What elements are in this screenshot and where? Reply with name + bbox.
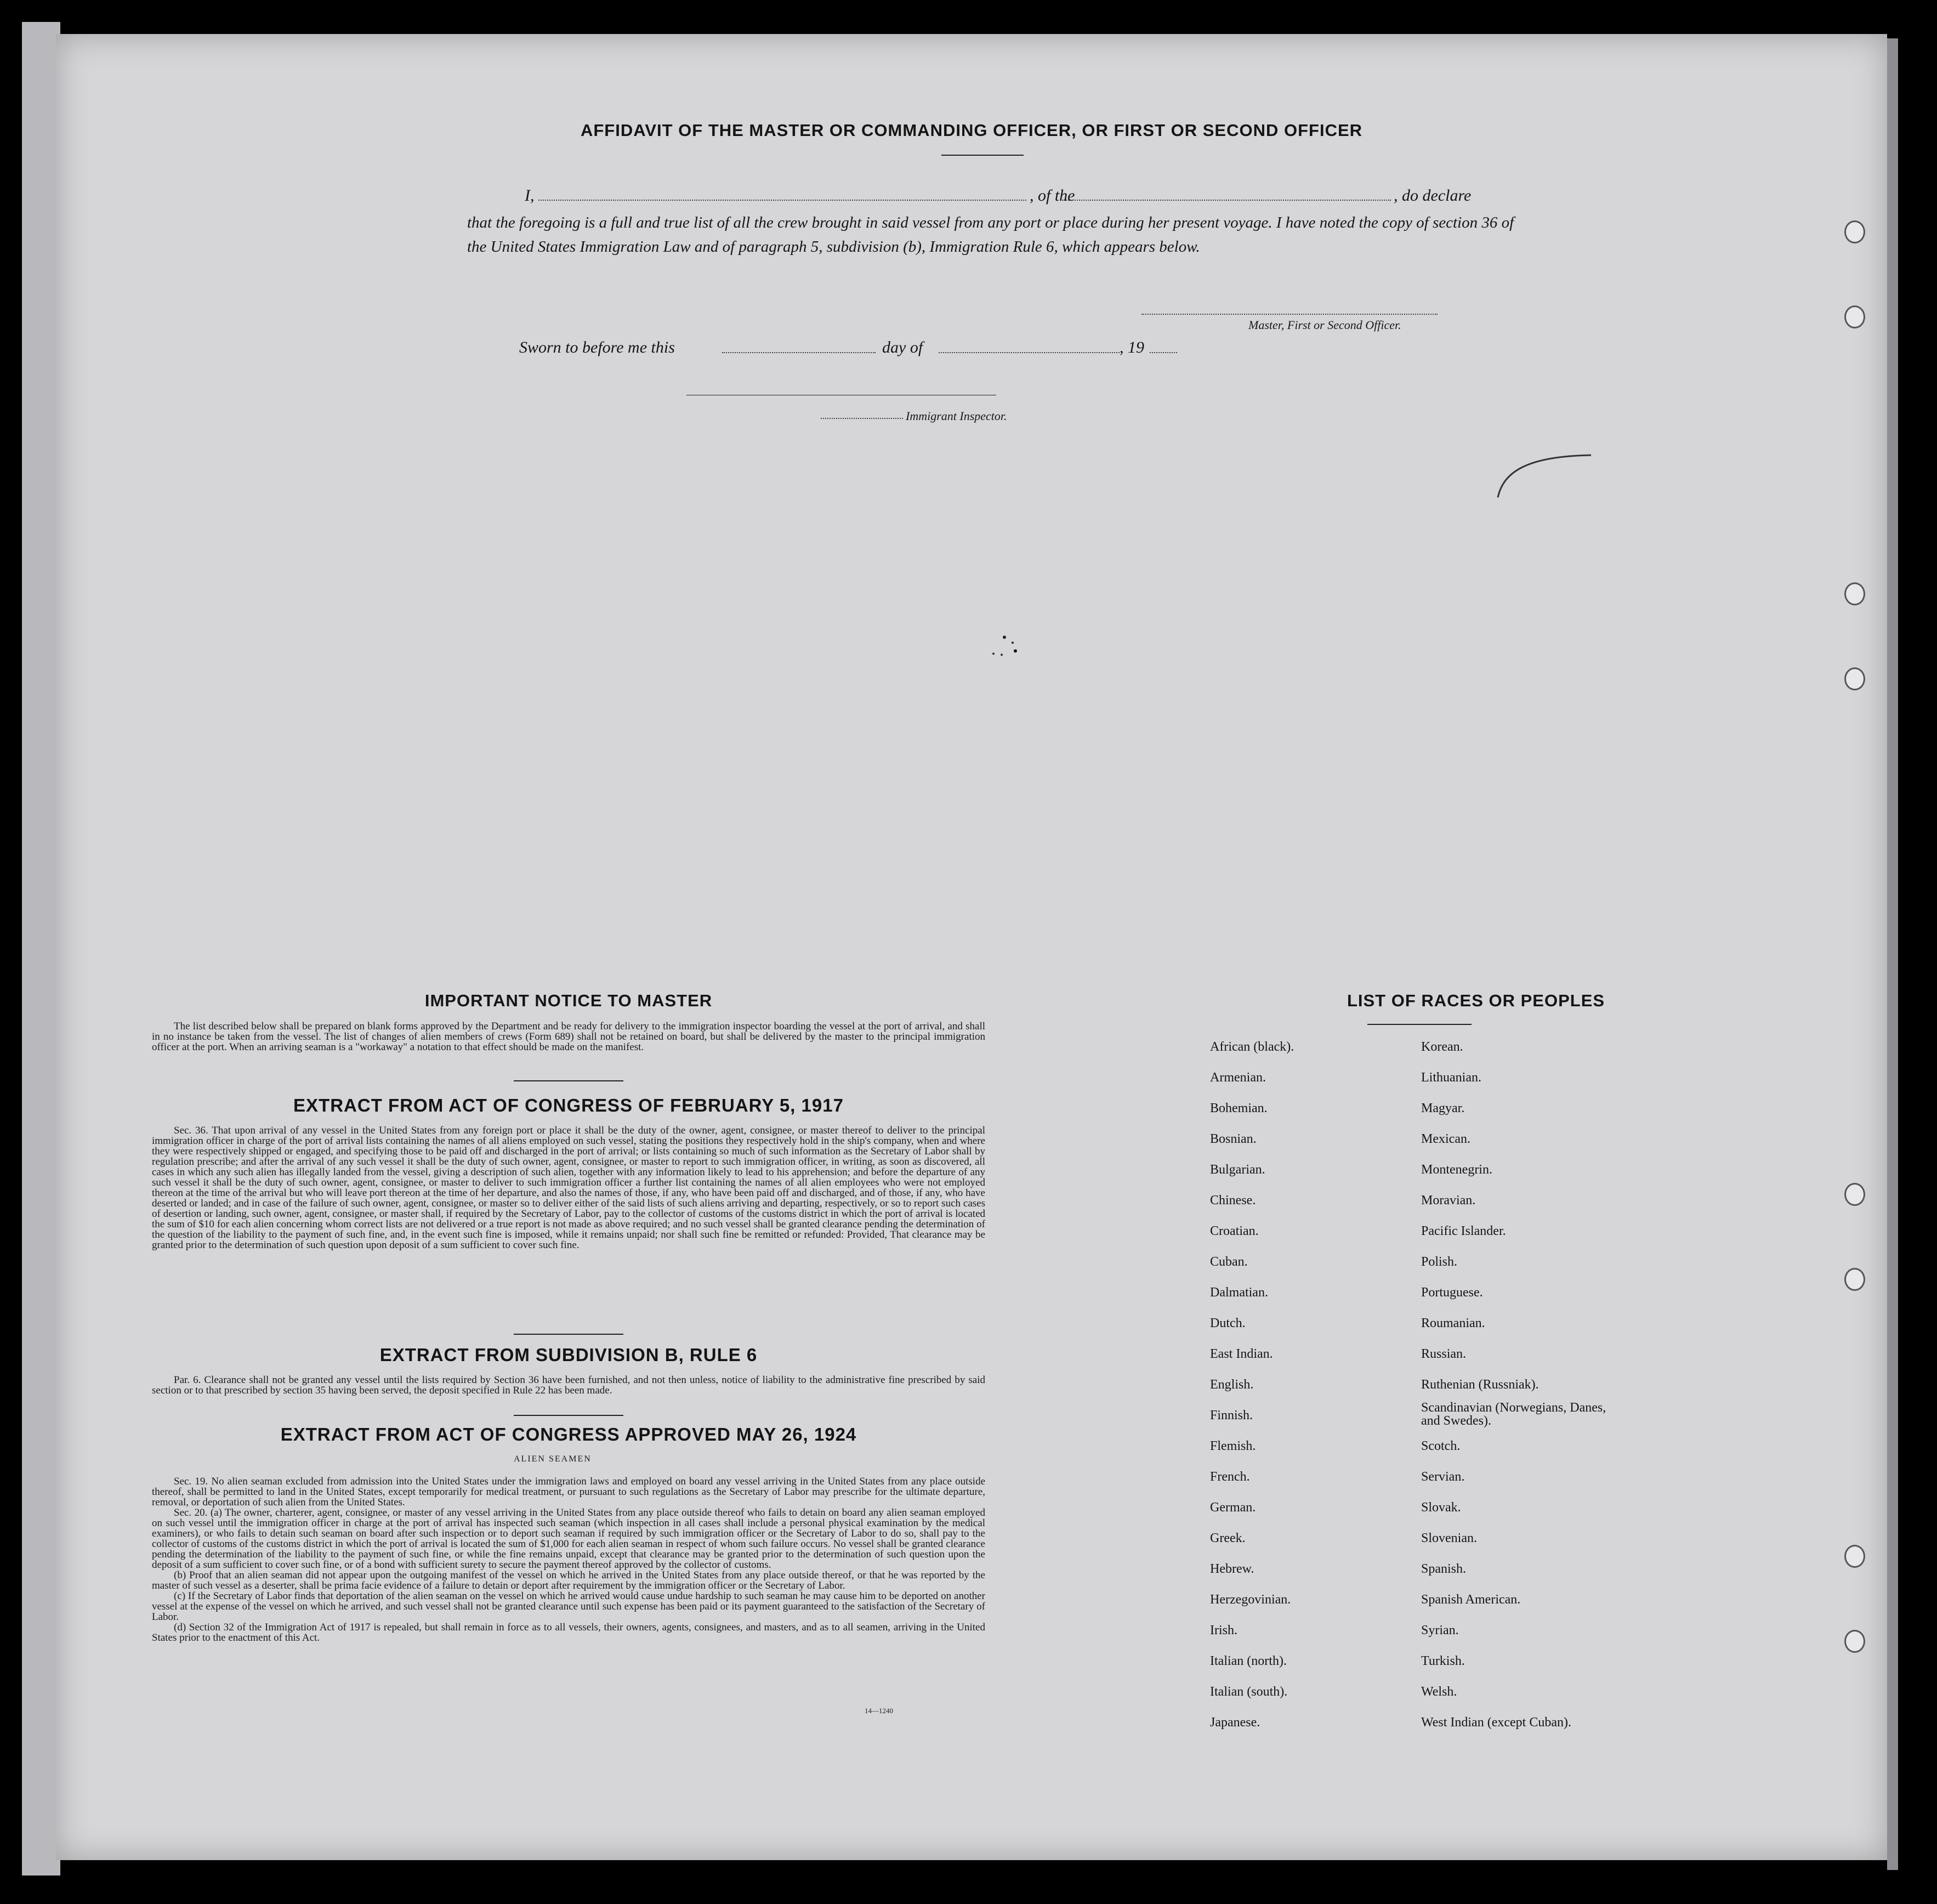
declaration-i: I, xyxy=(525,186,535,205)
race-item: Irish. xyxy=(1210,1623,1237,1637)
race-item: Slovak. xyxy=(1421,1500,1461,1515)
extract-1924-title: EXTRACT FROM ACT OF CONGRESS APPROVED MAY 26, 1924 xyxy=(280,1424,857,1444)
affidavit-paragraph: that the foregoing is a full and true list of all the crew brought in said vessel from any port or place during her present voyage. I have noted the copy of section 36 of the United States Immigration Law and of paragraph 5, subdivision (b), Immigration Rule 6, which appears below. xyxy=(467,214,1514,256)
race-item: Welsh. xyxy=(1421,1685,1457,1699)
sec20a-paragraph: Sec. 20. (a) The owner, charterer, agent, consignee, or master of any vessel arriving in the United States from any place outside thereof who fails to detain on board any alien seaman employed on such vessel until the immigration officer in charge at the port of arrival has inspected such seaman (which inspection in all cases shall include a personal physical examination by the medical examiners), or who fails to detain such seaman on board after such inspection or to deport such seaman if required by such immigration officer or the Secretary of Labor to do so, shall pay to the collector of customs of the customs district in which the port of arrival is located the sum of $1,000 for each alien seaman in respect of whom such failure occurs. No vessel shall be granted clearance pending the determination of the liability to the payment of such fine, or while the fine remains unpaid, except that clearance may be granted prior to the determination of such question upon the deposit of a sum sufficient to cover such fine, or of a bond with sufficient surety to secure the payment thereof approved by the collector of customs. xyxy=(152,1507,985,1571)
race-item: Roumanian. xyxy=(1421,1316,1485,1330)
race-item: Korean. xyxy=(1421,1040,1463,1054)
race-item: French. xyxy=(1210,1470,1250,1484)
race-item: Greek. xyxy=(1210,1531,1246,1545)
race-item: Hebrew. xyxy=(1210,1562,1254,1576)
sec20c-paragraph: (c) If the Secretary of Labor finds that deportation of the alien seaman on the vessel on which he arrived would cause undue hardship to such seaman he may cause him to be deported on another vessel at the expense of the vessel on which he arrived, and such vessel shall not be granted clearance until such expense has been paid or its payment guaranteed to the satisfaction of the Secretary of Labor. xyxy=(152,1590,985,1623)
race-item: Servian. xyxy=(1421,1470,1465,1484)
sec36-paragraph: Sec. 36. That upon arrival of any vessel in the United States from any foreign port or place it shall be the duty of the owner, agent, consignee, or master thereof to deliver to the principal immigration officer in charge of the port of arrival lists containing the names of all aliens employed on such vessel, stating the positions they respectively hold in the ship's company, when and where they were respectively shipped or engaged, and specifying those to be paid off and discharged in the port of arrival; or lists containing so much of such information as the Secretary of Labor shall by regulation prescribe; and after the arrival of any such vessel it shall be the duty of such owner, agent, consignee, or master to report to such immigration officer, in writing, as soon as discovered, all cases in which any such alien has illegally landed from the vessel, giving a description of such alien, together with any information likely to lead to his apprehension; and before the departure of any such vessel it shall be the duty of such owner, agent, consignee, or master to deliver to such immigration officer a further list containing the names of all alien employees who were not employed thereon at the time of the arrival but who will leave port thereon at the time of her departure, and also the names of those, if any, who have been paid off and discharged, and of those, if any, who have deserted or landed; and in case of the failure of such owner, agent, consignee, or master so to deliver either of the said lists of such aliens arriving and departing, respectively, or so to report such cases of desertion or landing, such owner, agent, consignee, or master shall, if required by the Secretary of Labor, pay to the collector of customs of the customs district in which the port of arrival is located the sum of $10 for each alien concerning whom correct lists are not delivered or a true report is not made as above required; and no such vessel shall be granted clearance pending the determination of the question of the liability to the payment of such fine, and, in the event such fine is imposed, while it remains unpaid; nor shall such fine be remitted or refunded: Provided, That clearance may be granted prior to the determination of such question upon deposit of a sum sufficient to cover such fine. xyxy=(152,1125,985,1251)
race-item: Montenegrin. xyxy=(1421,1163,1492,1177)
race-item: Herzegovinian. xyxy=(1210,1593,1291,1607)
inspector-dots xyxy=(821,418,903,419)
race-item: Lithuanian. xyxy=(1421,1070,1481,1085)
alien-seamen-subtitle: ALIEN SEAMEN xyxy=(514,1454,592,1464)
rule6-title: EXTRACT FROM SUBDIVISION B, RULE 6 xyxy=(379,1345,758,1365)
form-page xyxy=(56,34,1887,1860)
sec19-paragraph: Sec. 19. No alien seaman excluded from admission into the United States under the immigration laws and employed on board any vessel arriving in the United States from any place outside thereof, shall be permitted to land in the United States, except temporarily for medical treatment, or pursuant to such regulations as the Secretary of Labor may prescribe for the ultimate departure, removal, or deportation of such alien from the United States. xyxy=(152,1476,985,1508)
race-item: Italian (south). xyxy=(1210,1685,1288,1699)
form-number: 14—1240 xyxy=(865,1707,893,1715)
race-item: Finnish. xyxy=(1210,1408,1253,1423)
master-signature-label: Master, First or Second Officer. xyxy=(1248,318,1401,332)
race-item: Dalmatian. xyxy=(1210,1285,1268,1300)
sworn-year: , 19 xyxy=(1120,338,1144,356)
binder-hole xyxy=(1844,1545,1865,1568)
par6-paragraph: Par. 6. Clearance shall not be granted any vessel until the lists required by Section 36 have been furnished, and not then unless, notice of liability to the administrative fine prescribed by said section or to that prescribed by section 35 having been served, the deposit specified in Rule 22 has been made. xyxy=(152,1374,985,1396)
race-item: Italian (north). xyxy=(1210,1654,1287,1668)
rule6-rule xyxy=(514,1415,623,1416)
declaration-of-the: , of the xyxy=(1030,186,1075,205)
race-item: Scotch. xyxy=(1421,1439,1461,1453)
races-left-column xyxy=(1210,1040,1429,1730)
right-page-shadow xyxy=(1887,38,1898,1870)
vessel-blank[interactable] xyxy=(1062,200,1391,201)
race-item: Russian. xyxy=(1421,1347,1467,1361)
affidavit-title: AFFIDAVIT OF THE MASTER OR COMMANDING OFFICER, OR FIRST OR SECOND OFFICER xyxy=(580,121,1363,140)
sworn-day-blank[interactable] xyxy=(722,352,876,353)
races-title: LIST OF RACES OR PEOPLES xyxy=(1347,991,1605,1010)
race-item: Ruthenian (Russniak). xyxy=(1421,1378,1539,1392)
extract-1917-rule xyxy=(514,1334,623,1335)
races-rule xyxy=(1367,1024,1472,1025)
race-item: Spanish American. xyxy=(1421,1593,1521,1607)
binder-hole xyxy=(1844,582,1865,605)
race-item: West Indian (except Cuban). xyxy=(1421,1715,1571,1730)
sworn-day-of: day of xyxy=(882,338,923,356)
race-item: Spanish. xyxy=(1421,1562,1467,1576)
race-item: Moravian. xyxy=(1421,1193,1476,1208)
race-item: Flemish. xyxy=(1210,1439,1256,1453)
sec20b-paragraph: (b) Proof that an alien seaman did not appear upon the outgoing manifest of the vessel on which he arrived in the United States from any place outside thereof, or that he was reported by the master of such vessel as a deserter, shall be prima facie evidence of a failure to detain or deport after requirement by the immigration officer or the Secretary of Labor. xyxy=(152,1569,985,1591)
notice-paragraph: The list described below shall be prepared on blank forms approved by the Department and be ready for delivery to the immigration inspector boarding the vessel at the port of arrival, and shall in no instance be taken from the vessel. The list of changes of alien members of crews (Form 689) shall not be retained on board, but shall be delivered by the master to the principal immigration officer at the port. When an arriving seaman is a "workaway" a notation to that effect should be made on the manifest. xyxy=(152,1021,985,1053)
race-item: Bohemian. xyxy=(1210,1101,1268,1115)
race-item: Cuban. xyxy=(1210,1255,1248,1269)
race-item: Polish. xyxy=(1421,1255,1458,1269)
race-item: Magyar. xyxy=(1421,1101,1465,1115)
race-item: Pacific Islander. xyxy=(1421,1224,1506,1238)
races-right-column xyxy=(1421,1040,1662,1730)
sworn-year-blank[interactable] xyxy=(1150,352,1177,353)
sec20d-paragraph: (d) Section 32 of the Immigration Act of 1917 is repealed, but shall remain in force as to all vessels, their owners, agents, consignees, and masters, and as to all seamen, arriving in the United States prior to the enactment of this Act. xyxy=(152,1622,985,1644)
title-rule xyxy=(941,155,1024,156)
binder-hole xyxy=(1844,1268,1865,1291)
race-item: Bosnian. xyxy=(1210,1132,1257,1146)
race-item: Croatian. xyxy=(1210,1224,1259,1238)
binder-hole xyxy=(1844,667,1865,690)
master-signature-line[interactable] xyxy=(1141,314,1438,315)
pen-stroke-mark xyxy=(1492,451,1602,500)
extract-1917-text xyxy=(152,1125,985,1250)
sworn-month-blank[interactable] xyxy=(939,352,1120,353)
binder-hole xyxy=(1844,305,1865,328)
sworn-prefix: Sworn to before me this xyxy=(519,338,675,356)
notice-title: IMPORTANT NOTICE TO MASTER xyxy=(424,991,713,1010)
race-item: African (black). xyxy=(1210,1040,1294,1054)
race-item: English. xyxy=(1210,1378,1254,1392)
race-item: Slovenian. xyxy=(1421,1531,1477,1545)
extract-1924-text xyxy=(152,1476,985,1643)
race-item: East Indian. xyxy=(1210,1347,1273,1361)
race-item: Turkish. xyxy=(1421,1654,1465,1668)
race-item: Japanese. xyxy=(1210,1715,1260,1730)
binder-hole xyxy=(1844,220,1865,243)
underlying-page-edge xyxy=(22,22,60,1875)
declaration-declare: , do declare xyxy=(1394,186,1472,205)
race-item: Scandinavian (Norwegians, Danes, and Swedes). xyxy=(1421,1401,1606,1428)
race-item: Bulgarian. xyxy=(1210,1163,1265,1177)
race-item: Dutch. xyxy=(1210,1316,1246,1330)
ink-specks xyxy=(982,621,1032,659)
notice-text xyxy=(152,1021,985,1052)
name-blank[interactable] xyxy=(538,200,1026,201)
race-item: Chinese. xyxy=(1210,1193,1256,1208)
binder-hole xyxy=(1844,1183,1865,1206)
race-item: Armenian. xyxy=(1210,1070,1266,1085)
race-item: Portuguese. xyxy=(1421,1285,1483,1300)
rule6-text xyxy=(152,1375,985,1396)
extract-1917-title: EXTRACT FROM ACT OF CONGRESS OF FEBRUARY 5, 1917 xyxy=(293,1095,844,1115)
inspector-label: Immigrant Inspector. xyxy=(906,409,1007,423)
race-item: German. xyxy=(1210,1500,1256,1515)
binder-hole xyxy=(1844,1630,1865,1653)
race-item: Mexican. xyxy=(1421,1132,1470,1146)
race-item: Syrian. xyxy=(1421,1623,1459,1637)
notice-rule xyxy=(514,1080,623,1081)
